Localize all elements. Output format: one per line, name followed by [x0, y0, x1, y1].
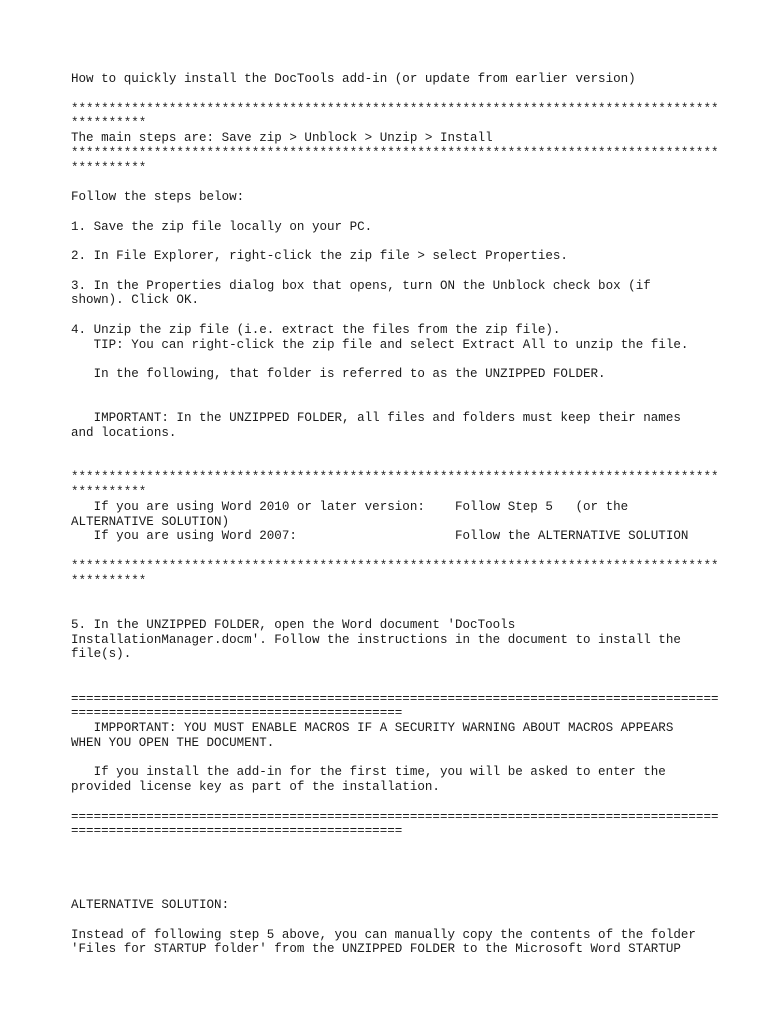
text-line: If you install the add-in for the first time, you will be asked to enter the	[71, 765, 666, 780]
text-line: 4. Unzip the zip file (i.e. extract the files from the zip file).	[71, 322, 561, 337]
blank-line	[71, 677, 711, 692]
text-line: ALTERNATIVE SOLUTION:	[71, 898, 230, 912]
text-line: InstallationManager.docm'. Follow the instructions in the document to install the	[71, 632, 681, 647]
text-line: IMPPORTANT: YOU MUST ENABLE MACROS IF A SECURITY WARNING ABOUT MACROS APPEARS	[71, 721, 674, 735]
text-line: ============================================	[71, 824, 403, 839]
text-line: ======================================================================================	[71, 691, 719, 706]
blank-line	[71, 854, 711, 869]
text-line: If you are using Word 2007: Follow the ALTERNATIVE SOLUTION	[71, 529, 689, 544]
text-line: file(s).	[71, 647, 132, 662]
blank-line	[71, 751, 711, 766]
text-line: TIP: You can right-click the zip file and select Extract All to unzip the file.	[71, 337, 689, 352]
text-line: 3. In the Properties dialog box that opens, turn ON the Unblock check box (if	[71, 278, 651, 293]
text-line: provided license key as part of the installation.	[71, 780, 440, 794]
blank-line	[71, 382, 711, 397]
blank-line	[71, 456, 711, 471]
text-line: **********	[71, 485, 147, 499]
text-line: How to quickly install the DocTools add-in (or update from earlier version)	[71, 72, 636, 86]
blank-line	[71, 441, 711, 456]
blank-line	[71, 175, 711, 190]
text-line: Instead of following step 5 above, you can manually copy the contents of the folder	[71, 927, 696, 942]
text-line: ALTERNATIVE SOLUTION)	[71, 514, 230, 529]
blank-line	[71, 397, 711, 412]
document-page	[71, 72, 719, 957]
blank-line	[71, 87, 711, 102]
text-line: **********	[71, 573, 147, 588]
blank-line	[71, 234, 711, 249]
text-line: **************************************************************************************	[71, 101, 719, 116]
blank-line	[71, 588, 711, 603]
text-line: **************************************************************************************	[71, 145, 719, 160]
text-line: and locations.	[71, 426, 177, 440]
text-line: 'Files for STARTUP folder' from the UNZIPPED FOLDER to the Microsoft Word STARTUP	[71, 942, 681, 957]
text-line: shown). Click OK.	[71, 293, 199, 308]
text-line: **************************************************************************************	[71, 470, 719, 485]
blank-line	[71, 883, 711, 898]
text-line: WHEN YOU OPEN THE DOCUMENT.	[71, 735, 275, 750]
blank-line	[71, 913, 711, 928]
text-line: ============================================	[71, 706, 403, 721]
blank-line	[71, 352, 711, 367]
text-line: **********	[71, 116, 147, 131]
blank-line	[71, 869, 711, 884]
text-line: ======================================================================================	[71, 809, 719, 824]
blank-line	[71, 839, 711, 854]
blank-line	[71, 308, 711, 323]
text-line: **************************************************************************************	[71, 558, 719, 573]
blank-line	[71, 662, 711, 677]
blank-line	[71, 264, 711, 279]
text-line: If you are using Word 2010 or later version: Follow Step 5 (or the	[71, 499, 629, 514]
blank-line	[71, 544, 711, 559]
text-line: IMPORTANT: In the UNZIPPED FOLDER, all files and folders must keep their names	[71, 411, 681, 426]
blank-line	[71, 603, 711, 618]
text-line: 2. In File Explorer, right-click the zip file > select Properties.	[71, 249, 568, 263]
text-line: 5. In the UNZIPPED FOLDER, open the Word document 'DocTools	[71, 617, 516, 632]
text-line: 1. Save the zip file locally on your PC.	[71, 219, 373, 234]
text-line: The main steps are: Save zip > Unblock > Unzip > Install	[71, 131, 493, 145]
blank-line	[71, 205, 711, 220]
blank-line	[71, 795, 711, 810]
text-line: In the following, that folder is referred to as the UNZIPPED FOLDER.	[71, 367, 606, 381]
text-line: **********	[71, 160, 147, 175]
text-line: Follow the steps below:	[71, 190, 245, 204]
